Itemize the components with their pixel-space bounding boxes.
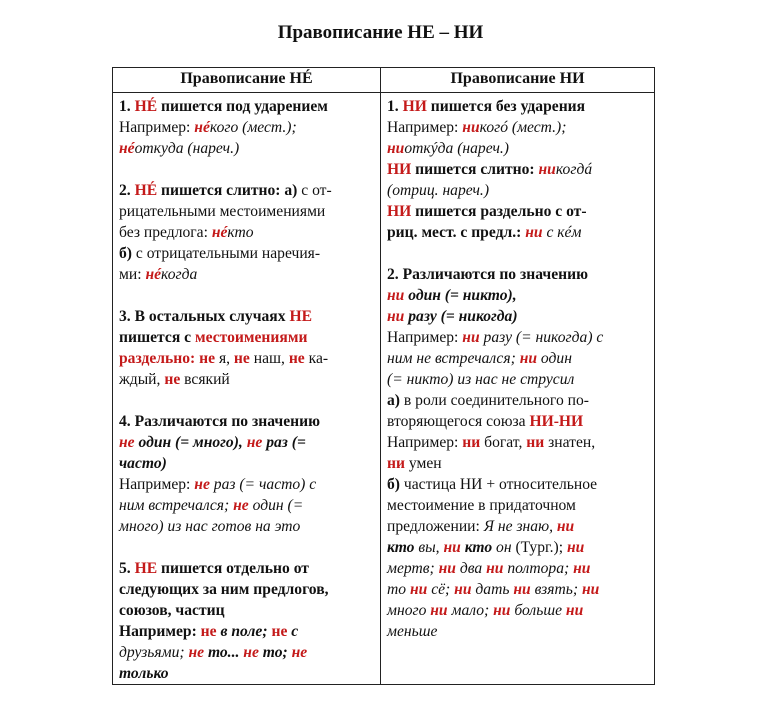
left-rule-1-example-2: нéоткуда (нареч.) [119, 140, 240, 157]
right-rule-1-example: Например: никогó (мест.); [387, 119, 567, 136]
right-rule-2a-example-2: ни умен [387, 455, 442, 472]
right-rule-2b-line-8: меньше [387, 623, 438, 640]
right-rule-2-example-3: (= никто) из нас не струсил [387, 371, 575, 388]
left-rule-4-example-2: ним встречался; не один (= [119, 497, 304, 514]
left-rule-2b-example: ми: нéкогда [119, 266, 198, 283]
right-rule-2b-line-5: мертв; ни два ни полтора; ни [387, 560, 591, 577]
right-rule-2a-line-2: вторяющегося союза НИ-НИ [387, 413, 584, 430]
left-rule-5-example: Например: не в поле; не с [119, 623, 299, 640]
right-rule-2a: а) в роли соединительного по- [387, 392, 589, 409]
right-rule-1-line-5: (отриц. нареч.) [387, 182, 490, 199]
right-rule-2-line-2: ни один (= никто), [387, 287, 517, 304]
left-rule-3-line-4: ждый, не всякий [119, 371, 230, 388]
header-left: Правописание НÉ [113, 68, 381, 93]
right-rule-2b-line-6: то ни сё; ни дать ни взять; ни [387, 581, 600, 598]
right-rule-2a-example: Например: ни богат, ни знатен, [387, 434, 596, 451]
left-rule-4-line-2: не один (= много), не раз (= [119, 434, 306, 451]
left-rule-5-line-2: следующих за ним предлогов, [119, 581, 329, 598]
left-rule-5-example-3: только [119, 665, 169, 682]
left-column [113, 93, 381, 685]
rules-table [112, 67, 655, 685]
header-right: Правописание НИ [381, 68, 655, 93]
right-rule-2b: б) частица НИ + относительное [387, 476, 598, 493]
left-rule-5-example-2: друзьями; не то... не то; не [119, 644, 308, 661]
left-rule-4-line-3: часто) [119, 455, 167, 472]
left-rule-4-example-3: много) из нас готов на это [119, 518, 301, 535]
right-rule-1-line-6: НИ пишется раздельно с от- [387, 203, 587, 220]
right-rule-2-example-2: ним не встречался; ни один [387, 350, 572, 367]
right-rule-2b-line-4: кто вы, ни кто он (Тург.); ни [387, 539, 585, 556]
left-rule-3-line-2: пишется с местоимениями [119, 329, 308, 346]
right-rule-2-example: Например: ни разу (= никогда) с [387, 329, 604, 346]
right-column [381, 93, 655, 685]
right-rule-1-line-7: риц. мест. с предл.: ни с кéм [387, 224, 582, 241]
left-rule-2-example: без предлога: нéкто [119, 224, 254, 241]
right-rule-1: 1. НИ пишется без ударения [387, 98, 586, 115]
left-rule-1-example: Например: нéкого (мест.); [119, 119, 297, 136]
left-rule-4: 4. Различаются по значению [119, 413, 321, 430]
right-rule-2b-line-7: много ни мало; ни больше ни [387, 602, 584, 619]
left-rule-1: 1. НÉ пишется под ударением [119, 98, 328, 115]
left-rule-5: 5. НЕ пишется отдельно от [119, 560, 309, 577]
right-rule-1-line-4: НИ пишется слитно: никогдá [387, 161, 593, 178]
page-title: Правописание НЕ – НИ [277, 22, 484, 43]
left-rule-2-line: рицательными местоимениями [119, 203, 326, 220]
right-rule-2: 2. Различаются по значению [387, 266, 589, 283]
right-rule-1-example-2: ниоткýда (нареч.) [387, 140, 509, 157]
left-rule-5-line-3: союзов, частиц [119, 602, 225, 619]
right-rule-2-line-3: ни разу (= никогда) [387, 308, 518, 325]
left-rule-3-line-3: раздельно: не я, не наш, не ка- [119, 350, 329, 367]
right-rule-2b-line-2: местоимение в придаточном [387, 497, 576, 514]
left-rule-2: 2. НÉ пишется слитно: а) с от- [119, 182, 332, 199]
right-rule-2b-line-3: предложении: Я не знаю, ни [387, 518, 575, 535]
left-rule-4-example: Например: не раз (= часто) с [119, 476, 317, 493]
left-rule-2b: б) с отрицательными наречия- [119, 245, 321, 262]
left-rule-3: 3. В остальных случаях НЕ [119, 308, 312, 325]
